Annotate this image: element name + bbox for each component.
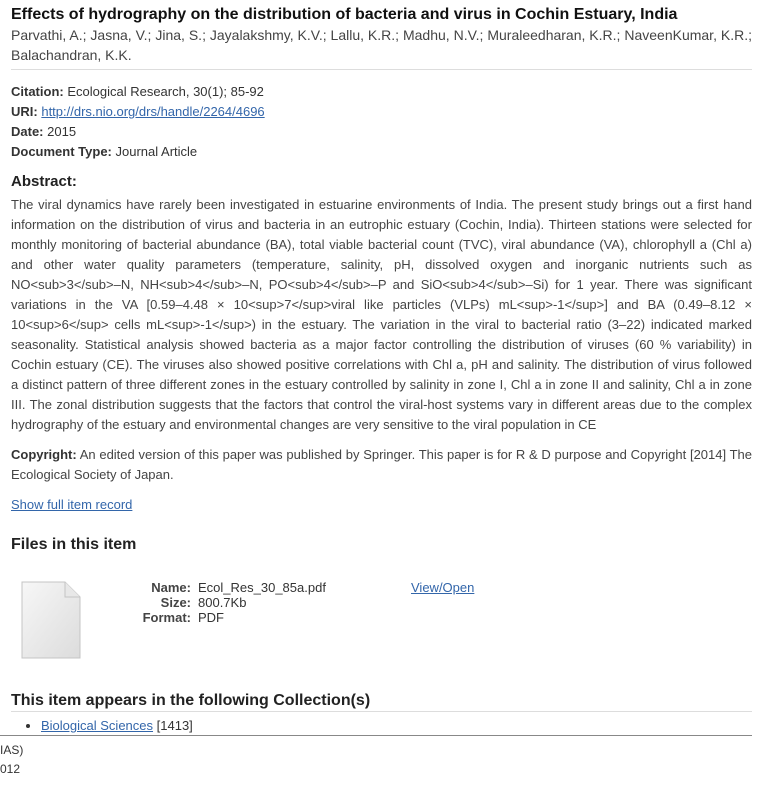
item-title: Effects of hydrography on the distribution of bacteria and virus in Cochin Estuary, India [11, 6, 678, 23]
citation-value: Ecological Research, 30(1); 85-92 [67, 84, 264, 99]
doctype-row [11, 142, 752, 162]
footer-line-2: 012 [0, 762, 21, 776]
file-size-label: Size: [160, 595, 191, 610]
file-info [121, 580, 326, 625]
collection-item [41, 716, 752, 736]
uri-row [11, 102, 752, 122]
date-value: 2015 [47, 124, 77, 139]
file-name-row [121, 580, 326, 595]
document-icon[interactable] [21, 581, 81, 659]
copyright-label: Copyright: [11, 447, 77, 462]
collection-link[interactable]: Biological Sciences [41, 718, 154, 733]
date-row [11, 122, 752, 142]
view-open-link[interactable]: View/Open [411, 580, 475, 595]
file-format-value: PDF [198, 610, 224, 625]
title-divider [11, 69, 752, 70]
uri-label: URI: [11, 104, 38, 119]
citation-label: Citation: [11, 84, 64, 99]
metadata [11, 82, 752, 162]
full-record-row [11, 495, 752, 515]
collection-count: [1413] [156, 718, 193, 733]
files-heading: Files in this item [11, 536, 137, 553]
abstract-heading: Abstract: [11, 173, 77, 190]
abstract-text: The viral dynamics have rarely been investigated in estuarine environments of India. The present study brings out a first hand information on the distribution of virus and bacteria in an eutrophic estuary (Cochin, India). Thirteen stations were selected for monthly monitoring of bacterial abundance (BA), total viable bacterial count (TVC), viral abundance (VA), chlorophyll a (Chl a) and other water quality parameters (temperature, salinity, pH, dissolved oxygen and inorganic nutrients such as NO<sub>3</sub>–N, NH<sub>4</sub>–N, PO<sub>4</sub>–P and SiO<sub>4</sub>–Si) for 1 year. There was significant variations in the VA [0.59–4.48 × 10<sup>7</sup>viral like particles (VLPs) mL<sup>-1</sup>] and BA (0.49–8.12 × 10<sup>6</sup> cells mL<sup>-1</sup>) in the estuary. The variation in the viral to bacterial ratio (3–22) indicated marked seasonality. Statistical analysis showed bacteria as a major factor controlling the distribution of viruses (60 % variability) in Cochin estuary (CE). The viruses also showed positive correlations with Chl a, pH and salinity. The distribution of virus followed a distinct pattern of three different zones in the estuary controlled by salinity in zone I, Chl a in zone II and salinity, Chl a in zone III. The zonal distribution suggests that the factors that control the viral-host systems vary in different areas due to the complex hydrography of the estuary and environmental changes are very sensitive to the viral population in CE [11, 197, 752, 432]
file-size-value: 800.7Kb [198, 595, 247, 610]
file-name-label: Name: [151, 580, 191, 595]
file-name-value: Ecol_Res_30_85a.pdf [198, 580, 326, 595]
copyright [11, 445, 752, 485]
collections-divider [11, 711, 752, 712]
collections-heading: This item appears in the following Collection(s) [11, 692, 371, 709]
collections-list [11, 716, 752, 736]
date-label: Date: [11, 124, 44, 139]
footer-line-1: IAS) [0, 743, 24, 757]
view-open-cell [411, 580, 474, 595]
citation-row [11, 82, 752, 102]
doctype-label: Document Type: [11, 144, 112, 159]
file-format-label: Format: [142, 610, 191, 625]
doctype-value: Journal Article [115, 144, 198, 159]
file-entry [11, 559, 752, 659]
authors: Parvathi, A.; Jasna, V.; Jina, S.; Jayalakshmy, K.V.; Lallu, K.R.; Madhu, N.V.; Muraleedharan, K.R.; NaveenKumar, K.R.; Balachandran, K.K. [11, 27, 752, 63]
uri-link[interactable]: http://drs.nio.org/drs/handle/2264/4696 [41, 104, 265, 119]
show-full-record-link[interactable]: Show full item record [11, 497, 133, 512]
copyright-text: An edited version of this paper was published by Springer. This paper is for R & D purpose and Copyright [2014] The Ecological Society of Japan. [11, 447, 752, 482]
file-format-row [121, 610, 326, 625]
footer-divider [0, 735, 752, 736]
file-size-row [121, 595, 326, 610]
item-page [11, 5, 752, 736]
